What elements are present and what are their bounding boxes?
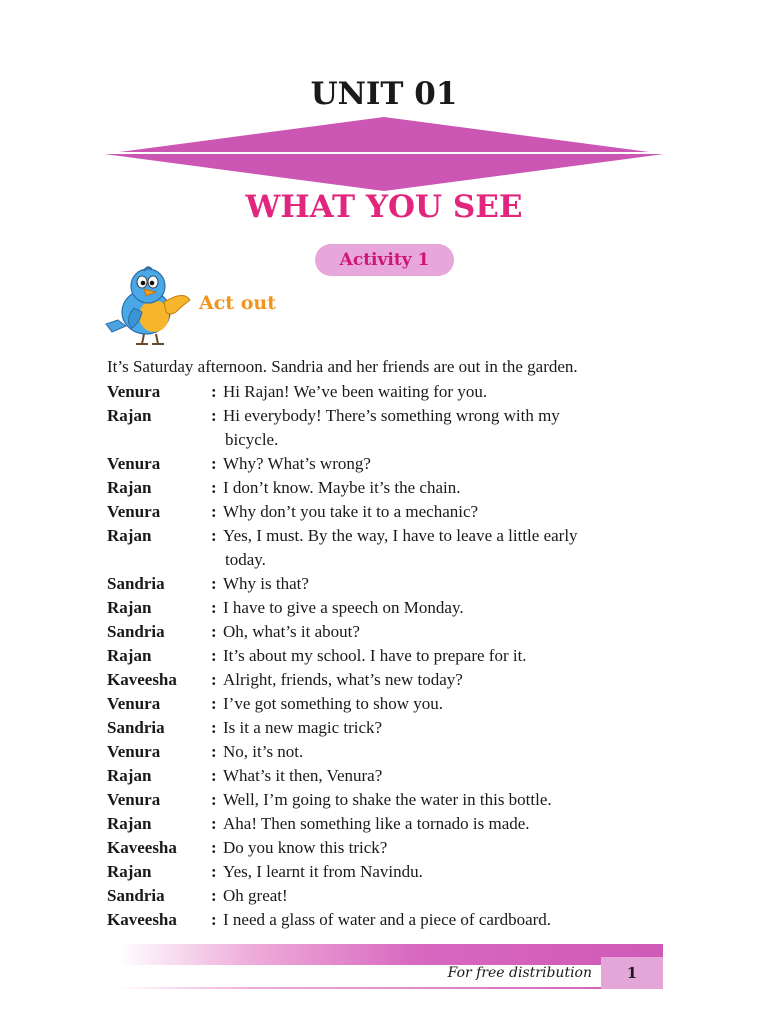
dialogue-line <box>107 740 667 764</box>
footer-band <box>118 944 663 965</box>
speaker-name: Venura <box>107 502 161 521</box>
utterance-text: Why is that? <box>223 574 309 593</box>
unit-title: UNIT 01 <box>310 76 458 112</box>
speaker-name: Sandria <box>107 574 165 593</box>
utterance-text: I’ve got something to show you. <box>223 694 444 713</box>
speaker-colon: : <box>211 646 217 665</box>
utterance <box>223 644 667 668</box>
speaker-colon: : <box>211 886 217 905</box>
dialogue-line <box>107 692 667 716</box>
utterance-text: Is it a new magic trick? <box>223 718 383 737</box>
speaker-name: Sandria <box>107 886 165 905</box>
utterance-text: I need a glass of water and a piece of cardboard. <box>223 910 552 929</box>
utterance <box>223 836 667 860</box>
dialogue-line <box>107 860 667 884</box>
speaker-name: Rajan <box>107 862 152 881</box>
dialogue-line <box>107 908 667 932</box>
speaker-colon: : <box>211 742 217 761</box>
speaker-name: Kaveesha <box>107 910 177 929</box>
dialogue-line <box>107 524 667 572</box>
bird-icon <box>104 262 196 352</box>
utterance <box>223 908 667 932</box>
utterance <box>223 476 667 500</box>
utterance-text: No, it’s not. <box>223 742 304 761</box>
utterance-text: Why don’t you take it to a mechanic? <box>223 502 479 521</box>
speaker-colon: : <box>211 814 217 833</box>
utterance <box>223 596 667 620</box>
utterance-text: What’s it then, Venura? <box>223 766 383 785</box>
utterance <box>223 860 667 884</box>
dialogue-line <box>107 788 667 812</box>
dialogue-list <box>107 380 667 932</box>
utterance <box>223 716 667 740</box>
utterance-text: Hi everybody! There’s something wrong with my <box>223 406 560 425</box>
speaker-colon: : <box>211 718 217 737</box>
dialogue-line <box>107 452 667 476</box>
section-heading: Act out <box>199 292 276 314</box>
utterance <box>223 740 667 764</box>
speaker-colon: : <box>211 574 217 593</box>
dialogue-line <box>107 404 667 452</box>
utterance-continuation: today. <box>225 550 266 569</box>
speaker-name: Sandria <box>107 622 165 641</box>
dialogue-line <box>107 476 667 500</box>
utterance-text: Oh, what’s it about? <box>223 622 360 641</box>
dialogue-line <box>107 596 667 620</box>
speaker-colon: : <box>211 670 217 689</box>
footer-distribution: For free distribution <box>447 965 592 981</box>
dialogue-line <box>107 884 667 908</box>
utterance-text: Oh great! <box>223 886 288 905</box>
speaker-name: Rajan <box>107 814 152 833</box>
speaker-colon: : <box>211 790 217 809</box>
utterance-text: Yes, I must. By the way, I have to leave a little early <box>223 526 578 545</box>
speaker-colon: : <box>211 862 217 881</box>
utterance-continuation: bicycle. <box>225 430 279 449</box>
utterance-text: Aha! Then something like a tornado is made. <box>223 814 530 833</box>
dialogue-line <box>107 716 667 740</box>
utterance <box>223 884 667 908</box>
utterance <box>223 812 667 836</box>
speaker-name: Rajan <box>107 766 152 785</box>
speaker-name: Sandria <box>107 718 165 737</box>
speaker-name: Kaveesha <box>107 670 177 689</box>
speaker-name: Rajan <box>107 598 152 617</box>
dialogue-line <box>107 620 667 644</box>
footer-rule <box>118 987 663 989</box>
speaker-name: Rajan <box>107 478 152 497</box>
utterance-text: Alright, friends, what’s new today? <box>223 670 463 689</box>
speaker-name: Venura <box>107 742 161 761</box>
speaker-colon: : <box>211 382 217 401</box>
speaker-colon: : <box>211 694 217 713</box>
speaker-colon: : <box>211 766 217 785</box>
utterance <box>223 404 667 452</box>
utterance-text: Why? What’s wrong? <box>223 454 371 473</box>
utterance-text: It’s about my school. I have to prepare for it. <box>223 646 527 665</box>
speaker-colon: : <box>211 838 217 857</box>
speaker-colon: : <box>211 454 217 473</box>
speaker-colon: : <box>211 622 217 641</box>
utterance <box>223 692 667 716</box>
dialogue-line <box>107 380 667 404</box>
speaker-name: Venura <box>107 454 161 473</box>
utterance <box>223 620 667 644</box>
utterance-text: Hi Rajan! We’ve been waiting for you. <box>223 382 488 401</box>
utterance <box>223 380 667 404</box>
activity-badge: Activity 1 <box>315 244 454 276</box>
dialogue-line <box>107 764 667 788</box>
speaker-colon: : <box>211 502 217 521</box>
utterance-text: I don’t know. Maybe it’s the chain. <box>223 478 461 497</box>
speaker-name: Venura <box>107 382 161 401</box>
speaker-name: Rajan <box>107 406 152 425</box>
utterance <box>223 500 667 524</box>
speaker-colon: : <box>211 406 217 425</box>
utterance <box>223 524 667 572</box>
utterance <box>223 668 667 692</box>
dialogue-line <box>107 644 667 668</box>
utterance <box>223 572 667 596</box>
intro-paragraph: It’s Saturday afternoon. Sandria and her friends are out in the garden. <box>107 357 578 376</box>
dialogue-line <box>107 572 667 596</box>
main-title: WHAT YOU SEE <box>245 189 523 225</box>
utterance <box>223 788 667 812</box>
speaker-colon: : <box>211 526 217 545</box>
utterance-text: Well, I’m going to shake the water in this bottle. <box>223 790 552 809</box>
speaker-colon: : <box>211 598 217 617</box>
speaker-name: Rajan <box>107 646 152 665</box>
speaker-name: Venura <box>107 790 161 809</box>
utterance-text: Do you know this trick? <box>223 838 388 857</box>
utterance <box>223 452 667 476</box>
utterance-text: Yes, I learnt it from Navindu. <box>223 862 423 881</box>
speaker-colon: : <box>211 478 217 497</box>
utterance <box>223 764 667 788</box>
dialogue-line <box>107 668 667 692</box>
dialogue-line <box>107 500 667 524</box>
dialogue-line <box>107 836 667 860</box>
speaker-colon: : <box>211 910 217 929</box>
speaker-name: Venura <box>107 694 161 713</box>
title-diamond-ornament <box>104 117 664 193</box>
dialogue-line <box>107 812 667 836</box>
utterance-text: I have to give a speech on Monday. <box>223 598 464 617</box>
speaker-name: Rajan <box>107 526 152 545</box>
page-number: 1 <box>601 957 663 989</box>
speaker-name: Kaveesha <box>107 838 177 857</box>
